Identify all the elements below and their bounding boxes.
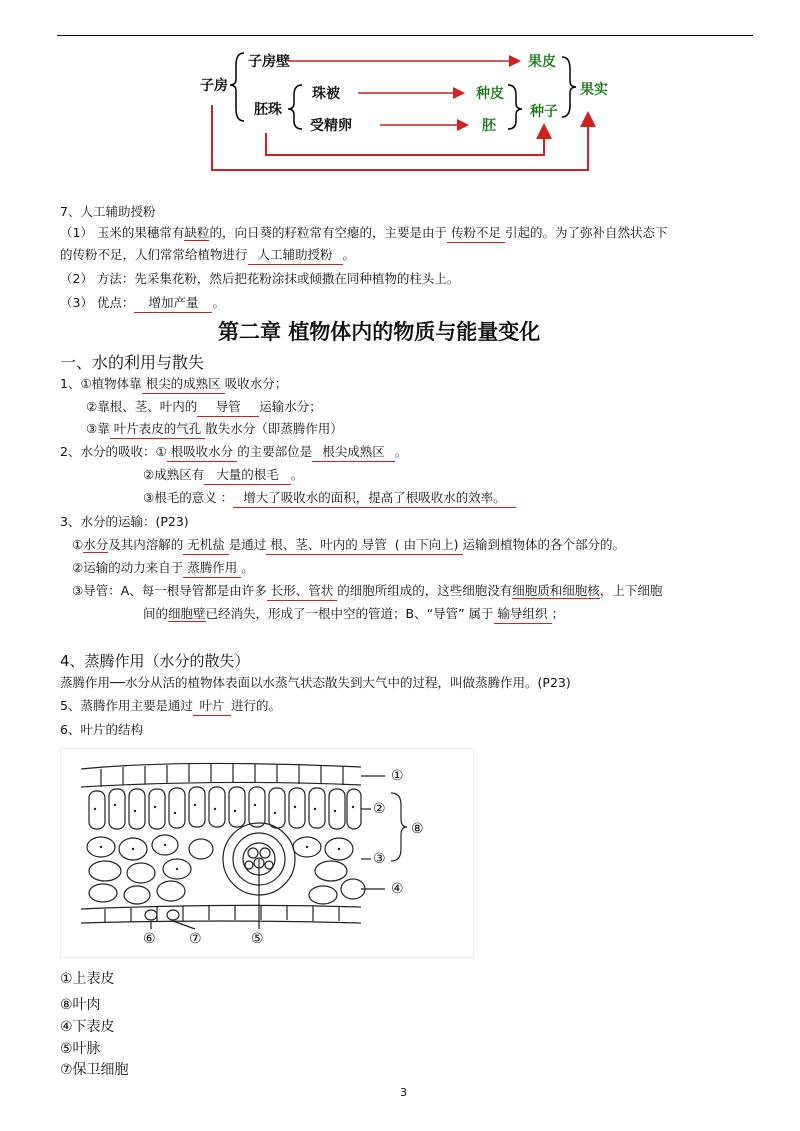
text: 。 — [394, 444, 408, 459]
answer-blank: 根、茎、叶内的 导管 — [266, 536, 390, 555]
item-2-line-a — [60, 443, 407, 462]
answer-blank: 根吸收水分 — [167, 443, 238, 462]
leaf-label-8: ⑧ — [411, 821, 424, 837]
answer-blank: 无机盐 — [183, 536, 229, 555]
answer-blank: 导管 — [197, 398, 259, 417]
leaf-label-7: ⑦ — [189, 931, 202, 947]
label-seed: 种子 — [530, 104, 558, 120]
item-2-line-c — [143, 489, 516, 508]
section-7-p3 — [60, 294, 225, 313]
text: 散失水分（即蒸腾作用） — [205, 421, 343, 436]
section-7-p1-line1 — [60, 224, 668, 243]
item-3-line-a — [72, 536, 625, 555]
text: 引起的。为了弥补自然状态下 — [504, 225, 668, 240]
underlined-text: 细胞壁 — [168, 606, 206, 621]
text: 。 — [290, 467, 304, 482]
underlined-text: 缺粒 — [184, 225, 210, 240]
label-ovary: 子房 — [200, 78, 228, 94]
text: 的，向日葵的籽粒常有空瘪的，主要是由于 — [209, 225, 447, 240]
answer-blank: 增加产量 — [134, 294, 212, 313]
item-3-title: 3、水分的运输：(P23) — [60, 514, 189, 529]
page-number: 3 — [400, 1086, 407, 1099]
answer-blank: 叶片 — [193, 697, 231, 716]
leaf-label-2: ② — [373, 801, 386, 817]
answer-4: ⑤叶脉 — [60, 1041, 101, 1057]
answer-blank: 叶片表皮的气孔 — [110, 420, 206, 439]
text: 。 — [342, 247, 356, 262]
item-3-line-d — [143, 605, 564, 624]
text: ③根毛的意义 ： — [143, 490, 234, 505]
text: ②靠根、茎、叶内的 — [86, 399, 198, 414]
label-pericarp: 果皮 — [528, 54, 556, 70]
fruit-formation-diagram — [190, 45, 620, 175]
answer-blank: 人工辅助授粉 — [248, 246, 343, 265]
text: 5、蒸腾作用主要是通过 — [60, 698, 193, 713]
leaf-drawing — [61, 749, 473, 957]
text: 已经消失，形成了一根中空的管道；B、“导管” 属于 — [205, 606, 494, 621]
text: 吸收水分； — [224, 376, 288, 391]
label-embryo: 胚 — [482, 118, 496, 134]
text: 运输水分； — [259, 399, 322, 414]
leaf-label-3: ③ — [373, 851, 386, 867]
answer-blank: 根尖的成熟区 — [142, 375, 225, 394]
leaf-label-1: ① — [391, 768, 404, 784]
answer-blank: ( 由下向上) — [391, 536, 463, 555]
text: ②运输的动力来自于 — [72, 560, 184, 575]
section-7-p1-line2 — [60, 246, 355, 265]
answer-blank: 传粉不足 — [447, 224, 505, 243]
text: 的细胞所组成的，这些细胞没有 — [337, 583, 513, 598]
text: ； — [551, 606, 565, 621]
transpiration-definition: 蒸腾作用──水分从活的植物体表面以水蒸气状态散失到大气中的过程，叫做蒸腾作用。(P23) — [60, 675, 571, 690]
item-3-line-c — [72, 582, 662, 601]
text: ③靠 — [86, 421, 110, 436]
item-1-line-a — [60, 375, 287, 394]
answer-blank: 大量的根毛 — [204, 466, 291, 485]
leaf-structure-figure — [60, 748, 474, 958]
section-1-title: 一、水的利用与散失 — [60, 353, 205, 372]
label-fruit: 果实 — [580, 82, 608, 98]
label-zygote: 受精卵 — [310, 118, 352, 134]
label-ovary-wall: 子房壁 — [248, 54, 290, 70]
text: 2、水分的吸收：① — [60, 444, 167, 459]
text: 进行的。 — [230, 698, 281, 713]
answer-3: ④下表皮 — [60, 1019, 115, 1035]
leaf-label-6: ⑥ — [143, 931, 156, 947]
section-4-title: 4、蒸腾作用（水分的散失） — [60, 652, 250, 670]
label-integument: 珠被 — [312, 86, 340, 102]
underlined-text: 水分 — [83, 537, 109, 552]
text: ②成熟区有 — [143, 467, 205, 482]
text: （3） 优点： — [60, 295, 135, 310]
text: 的主要部位是 — [237, 444, 313, 459]
label-ovule: 胚珠 — [254, 102, 282, 118]
text: ，上下细胞 — [599, 583, 663, 598]
answer-1: ①上表皮 — [60, 971, 115, 987]
item-1-line-b — [86, 398, 322, 417]
text: 1、①植物体靠 — [60, 376, 142, 391]
answer-blank: 增大了吸收水的面积，提高了根吸收水的效率。 — [233, 489, 516, 508]
text: 运输到植物体的各个部分的。 — [462, 537, 626, 552]
text: 。 — [241, 560, 254, 575]
answer-blank: 蒸腾作用 — [183, 559, 241, 578]
text: ③导管：A、每一根导管都是由许多 — [72, 583, 267, 598]
section-7-p2: （2） 方法：先采集花粉，然后把花粉涂抹或倾撒在同种植物的柱头上。 — [60, 271, 460, 286]
item-2-line-b — [143, 466, 303, 485]
underlined-text: 细胞质和细胞核 — [512, 583, 600, 598]
text: ① — [72, 537, 84, 552]
leaf-label-5: ⑤ — [251, 931, 264, 947]
text: 间的 — [143, 606, 169, 621]
text: 的传粉不足，人们常常给植物进行 — [60, 247, 248, 262]
answer-2: ⑧叶肉 — [60, 997, 101, 1013]
text: 是通过 — [228, 537, 267, 552]
leaf-label-4: ④ — [391, 881, 404, 897]
chapter-title: 第二章 植物体内的物质与能量变化 — [218, 319, 541, 344]
label-seed-coat: 种皮 — [476, 86, 504, 102]
answer-5: ⑦保卫细胞 — [60, 1062, 129, 1078]
item-5 — [60, 697, 281, 716]
item-1-line-c — [86, 420, 343, 439]
text: （1） 玉米的果穗常有 — [60, 225, 185, 240]
answer-blank: 根尖成熟区 — [312, 443, 395, 462]
item-6-title: 6、叶片的结构 — [60, 722, 143, 737]
item-3-line-b — [72, 559, 254, 578]
header-rule — [57, 35, 753, 36]
answer-blank: 长形、管状 — [267, 582, 338, 601]
text: 及其内溶解的 — [108, 537, 184, 552]
answer-blank: 输导组织 — [494, 605, 552, 624]
text: 。 — [212, 295, 225, 310]
section-7-title: 7、人工辅助授粉 — [60, 204, 156, 219]
